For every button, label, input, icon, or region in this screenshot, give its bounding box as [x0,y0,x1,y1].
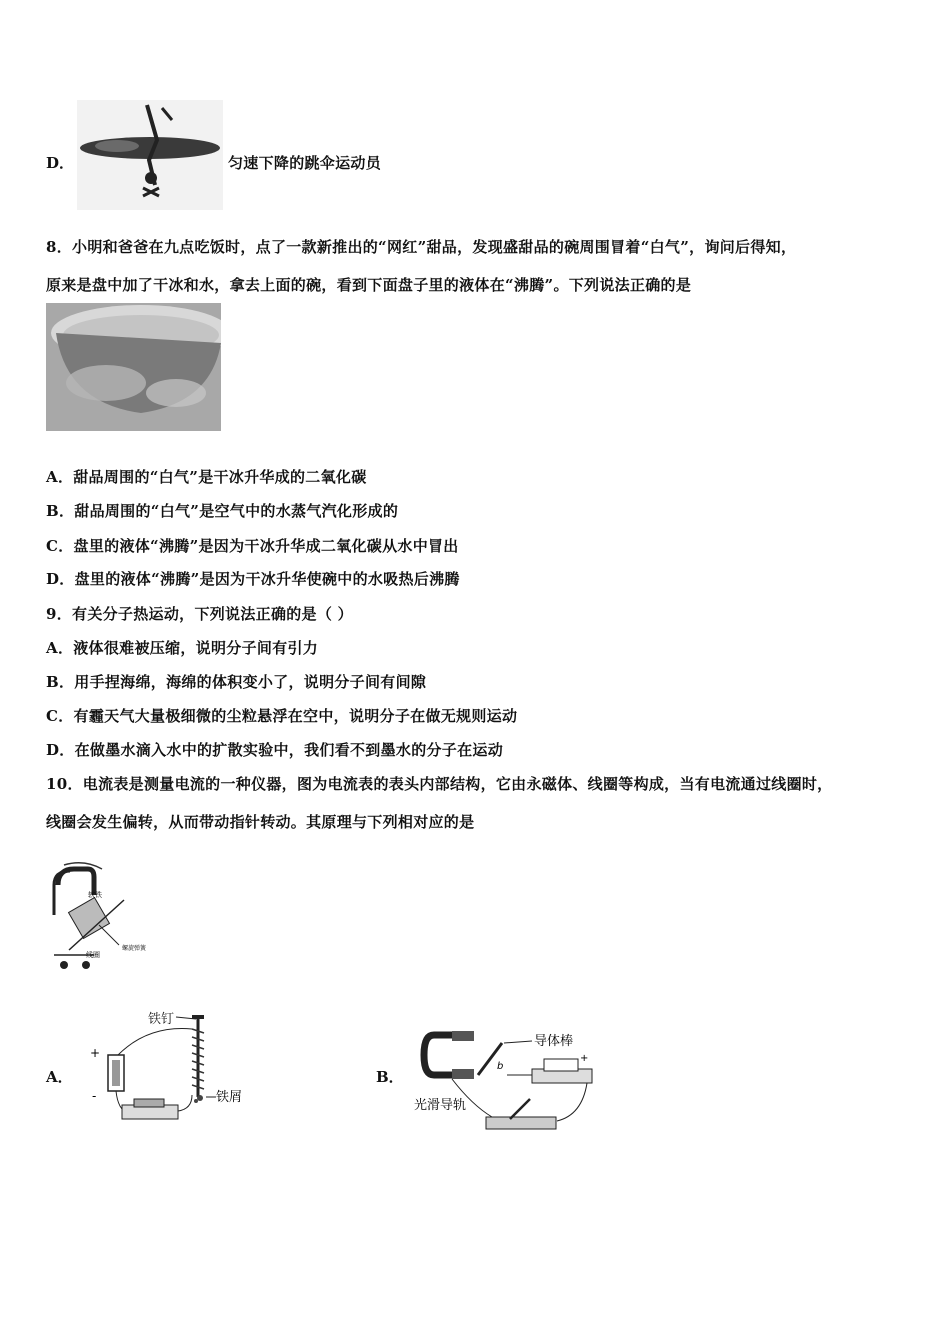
q8-option-d: D．盘里的液体“沸腾”是因为干冰升华使碗中的水吸热后沸腾 [46,570,460,588]
meter-label-coil: 线圈 [86,951,100,959]
q9-stem: 9．有关分子热运动，下列说法正确的是（ ） [46,605,353,623]
electromagnet-circuit-diagram [88,1005,283,1125]
q9-option-b: B．用手捏海绵，海绵的体积变小了，说明分子间有间隙 [46,673,427,691]
q8-stem-line2: 原来是盘中加了干冰和水，拿去上面的碗，看到下面盘子里的液体在“沸腾”。下列说法正确的是 [46,276,692,294]
meter-label-soft-iron: 软铁 [88,891,102,899]
label-minus-a: - [92,1089,97,1103]
q8-option-c: C．盘里的液体“沸腾”是因为干冰升华成二氧化碳从水中冒出 [46,537,459,555]
q8-option-b: B．甜品周围的“白气”是空气中的水蒸气汽化形成的 [46,502,399,520]
ammeter-structure-diagram [44,855,154,975]
q9-option-c: C．有霾天气大量极细微的尘粒悬浮在空中，说明分子在做无规则运动 [46,707,518,725]
q10-stem-line2: 线圈会发生偏转，从而带动指针转动。其原理与下列相对应的是 [46,813,475,831]
label-b: b [497,1061,504,1072]
dessert-photo [46,303,221,431]
q8-stem-line1: 8．小明和爸爸在九点吃饭时，点了一款新推出的“网红”甜品，发现盛甜品的碗周围冒着“白气”，询问后得知， [46,238,797,256]
label-iron-nail: 铁钉 [148,1012,175,1027]
q10-option-b-label: B． [376,1068,404,1086]
q7-option-d-label: D． [46,154,75,172]
conductor-rail-circuit-diagram [412,1025,597,1135]
label-smooth-rail: 光滑导轨 [414,1098,467,1113]
label-conductor-rod: 导体棒 [534,1034,574,1049]
q7-option-d-text: 匀速下降的跳伞运动员 [228,154,382,172]
label-plus-a: + [90,1046,101,1060]
label-plus-b: + [580,1053,589,1064]
q8-option-a: A．甜品周围的“白气”是干冰升华成的二氧化碳 [46,468,367,486]
q10-option-a-label: A． [46,1068,73,1086]
q9-option-d: D．在做墨水滴入水中的扩散实验中，我们看不到墨水的分子在运动 [46,741,504,759]
label-iron-filings: 铁屑 [216,1090,243,1105]
q10-stem-line1: 10．电流表是测量电流的一种仪器，图为电流表的表头内部结构，它由永磁体、线圈等构成，当有电流通过线圈时， [46,775,833,793]
meter-label-spring: 螺旋弹簧 [122,945,147,952]
skydiver-image [77,100,223,210]
q9-option-a: A．液体很难被压缩，说明分子间有引力 [46,639,319,657]
